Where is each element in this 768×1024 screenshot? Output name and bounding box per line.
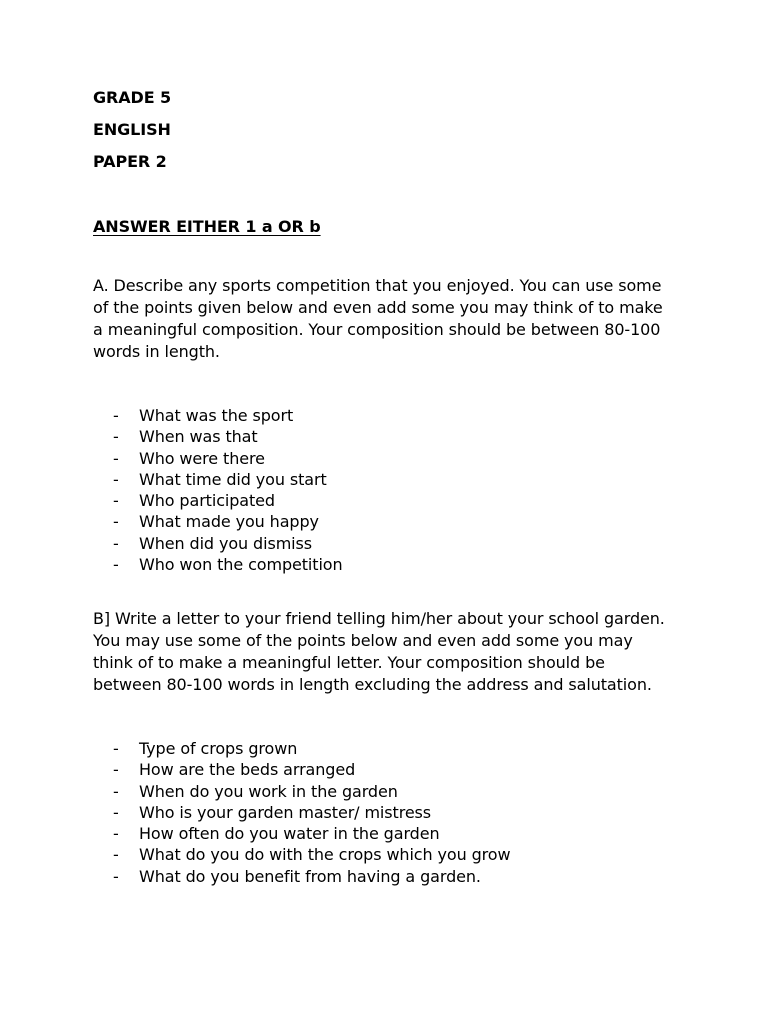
bullet-dash: -: [113, 824, 119, 844]
bullet-dash: -: [113, 448, 119, 468]
document-page: GRADE 5 ENGLISH PAPER 2 ANSWER EITHER 1 a OR b A. Describe any sports competition that you enjoyed. You can use some of the points given below and even add some you may think of to make a meaningful composition. Your composition should be between 80-100 words in length. - What was the sport - When was that - Who were there - What time did you start - Who participated - What made you happy - When did you dismiss - Who won the competition B] Write a letter to your friend telling him/her about your school garden. You may use some of the points below and even add some you may think of to make a meaningful letter. Your composition should be between 80-100 words in length excluding the address and salutation. - Type of crops grown - How are the beds arranged - When do you work in the garden - Who is your garden master/ mistress - How often do you water in the garden - What do you do with the crops which you grow - What do you benefit from having a garden.: [0, 0, 768, 1024]
section-a-line: words in length.: [93, 342, 220, 361]
section-b-line: B] Write a letter to your friend telling him/her about your school garden.: [93, 609, 665, 628]
bullet-dash: -: [113, 555, 119, 575]
bullet-dash: -: [113, 781, 119, 801]
bullet-dash: -: [113, 845, 119, 865]
bullet-dash: -: [113, 427, 119, 447]
section-a-line: A. Describe any sports competition that you enjoyed. You can use some: [93, 276, 662, 295]
bullet-dash: -: [113, 406, 119, 425]
bullet-dash: -: [113, 802, 119, 822]
subject-heading: ENGLISH: [93, 120, 171, 139]
section-b-paragraph: [93, 608, 693, 696]
section-a-line: a meaningful composition. Your composition should be between 80-100: [93, 320, 661, 339]
bullet-dash: -: [113, 533, 119, 553]
section-a-line: of the points given below and even add some you may think of to make: [93, 298, 663, 317]
bullet-dash: -: [113, 760, 119, 780]
grade-heading: GRADE 5: [93, 88, 172, 107]
bullet-dash: -: [113, 866, 119, 886]
section-a-paragraph: [93, 275, 693, 363]
bullet-dash: -: [113, 469, 119, 489]
instruction-heading: ANSWER EITHER 1 a OR b: [93, 217, 321, 236]
paper-heading: PAPER 2: [93, 152, 167, 171]
bullet-dash: -: [113, 739, 119, 758]
section-b-line: think of to make a meaningful letter. Your composition should be: [93, 653, 605, 672]
section-b-line: between 80-100 words in length excluding the address and salutation.: [93, 675, 652, 694]
bullet-dash: -: [113, 512, 119, 532]
bullet-dash: -: [113, 491, 119, 511]
section-b-line: You may use some of the points below and even add some you may: [93, 631, 633, 650]
